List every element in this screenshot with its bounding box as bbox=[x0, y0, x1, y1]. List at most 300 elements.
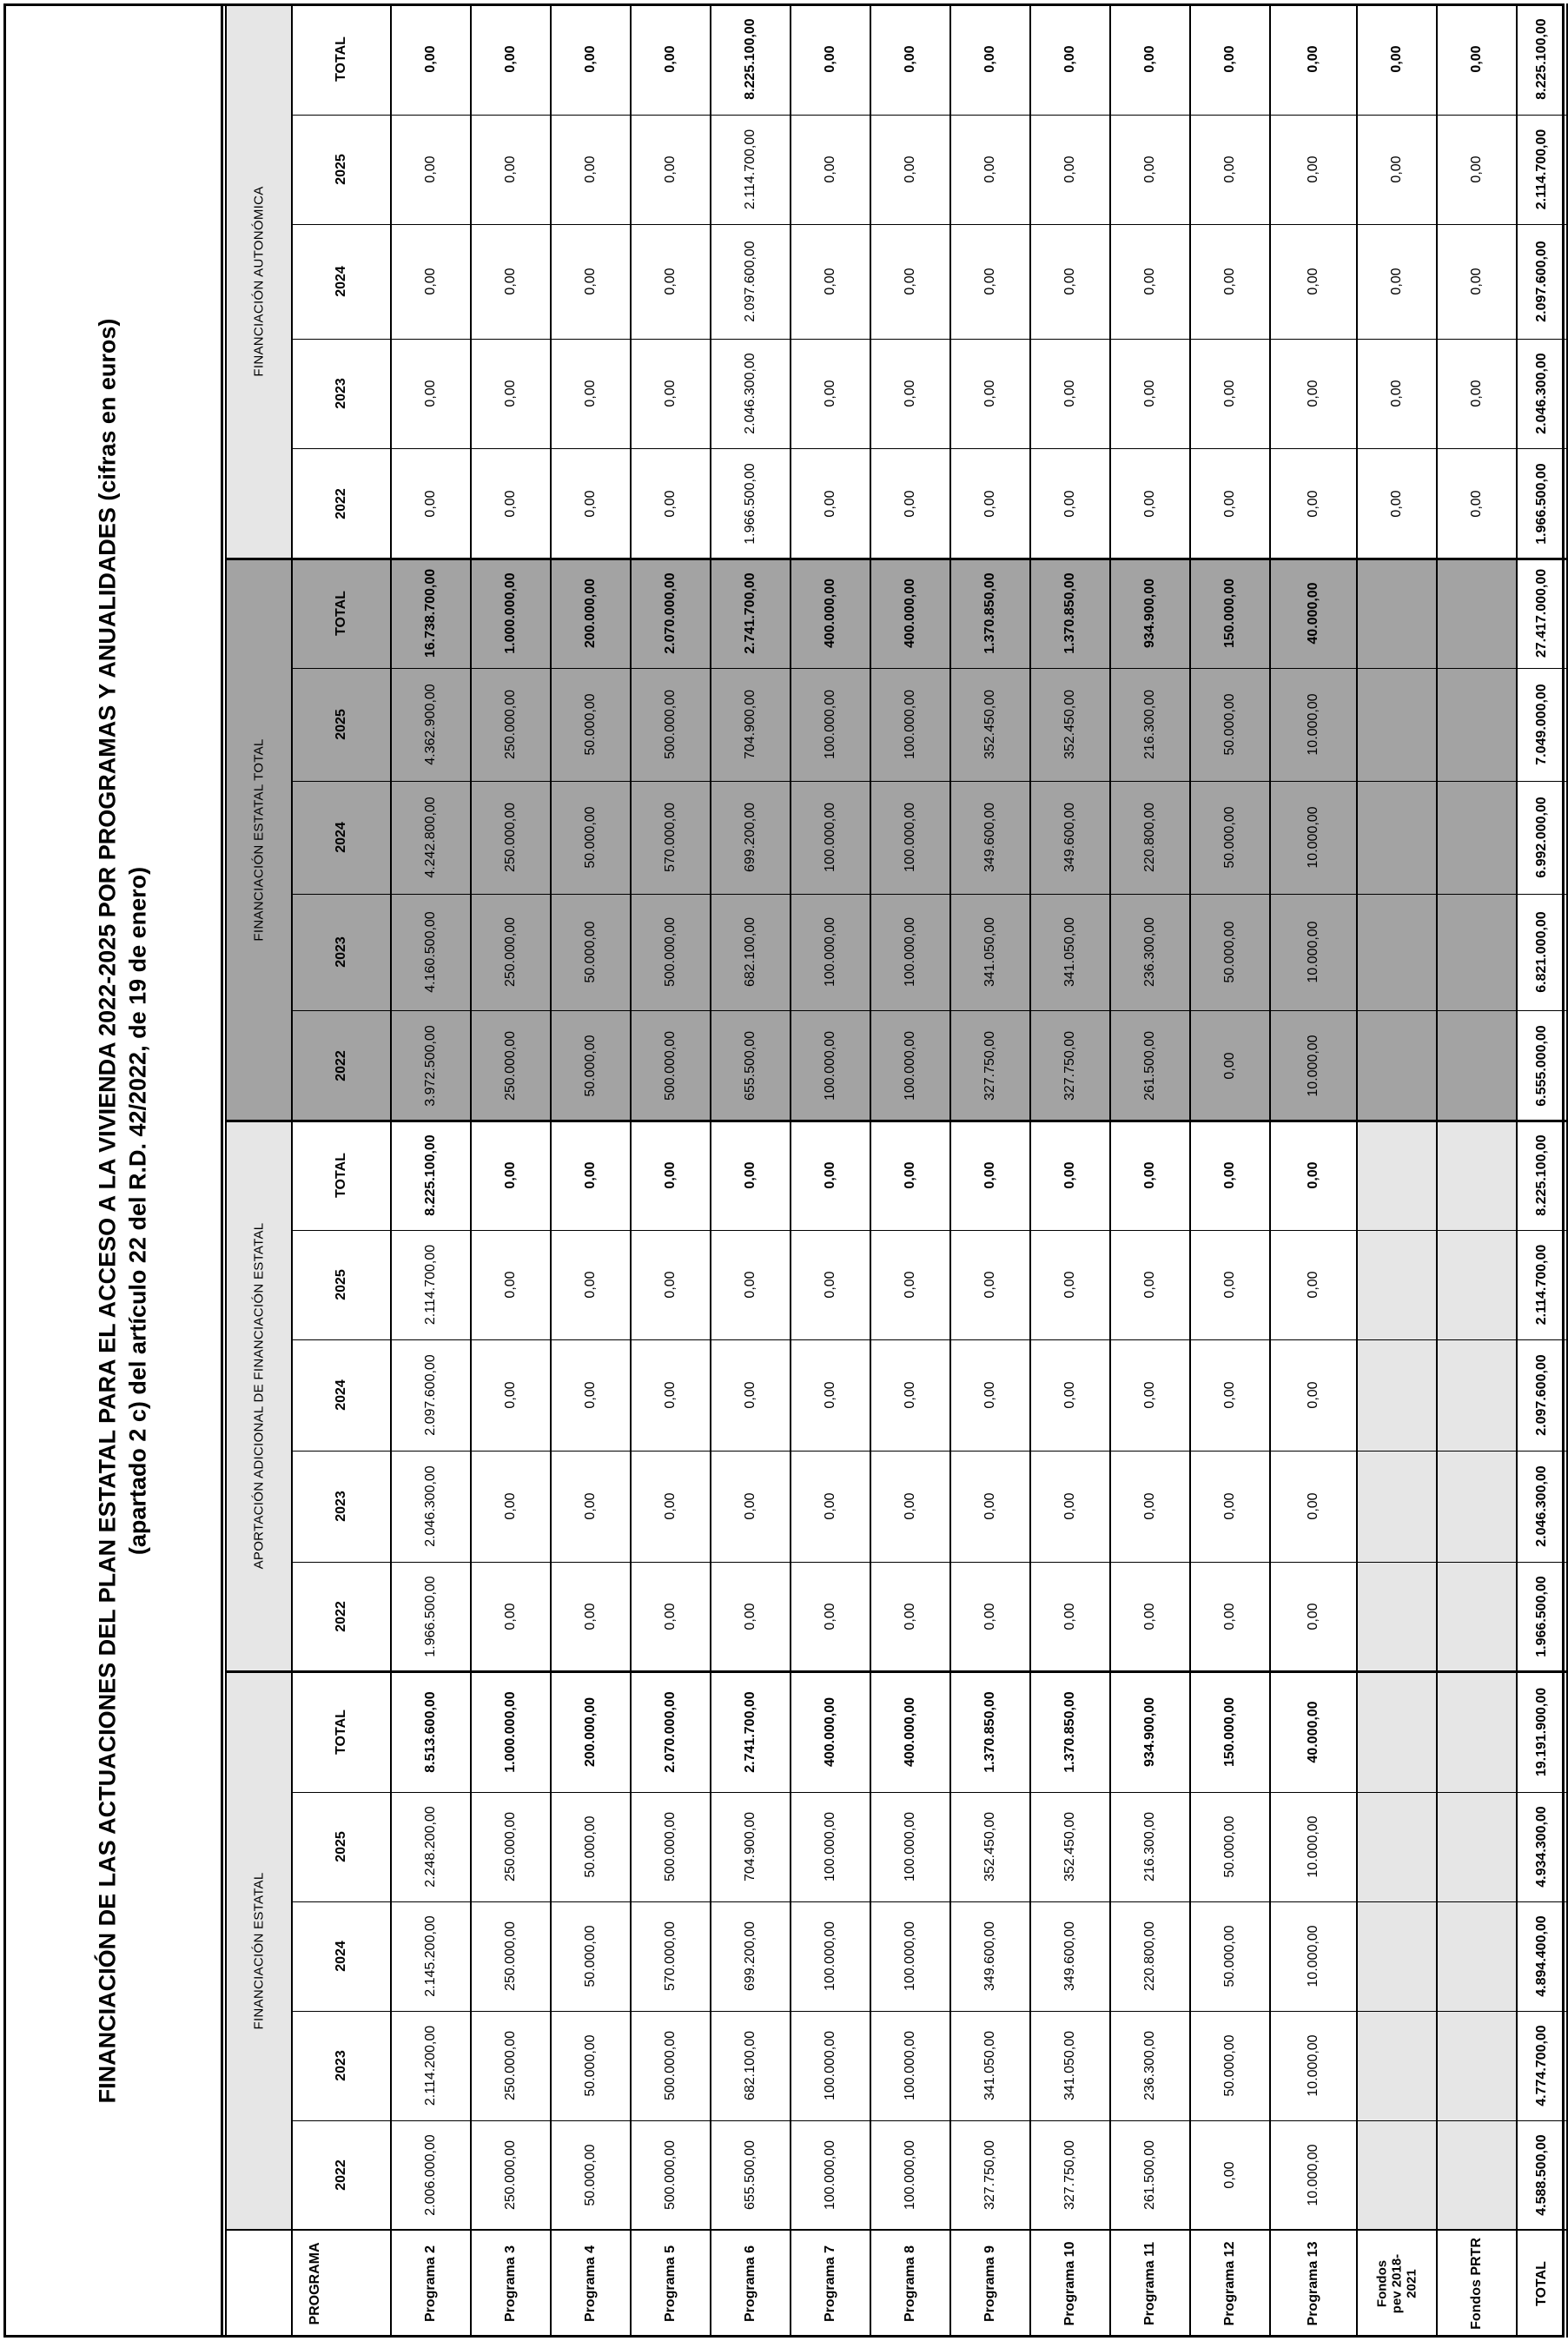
value-cell: 250.000,00 bbox=[503, 2139, 518, 2211]
value-cell: 16.738.700,00 bbox=[423, 568, 438, 658]
value-cell: 0,00 bbox=[1306, 1271, 1320, 1299]
value-cell: 0,00 bbox=[503, 1492, 518, 1520]
value-cell: 352.450,00 bbox=[1062, 689, 1077, 760]
total-value-cell: 2.097.600,00 bbox=[1534, 1354, 1549, 1436]
value-cell: 4.242.800,00 bbox=[423, 797, 438, 878]
total-value-cell: 27.417.000,00 bbox=[1534, 568, 1549, 658]
value-cell: 100.000,00 bbox=[903, 689, 917, 760]
value-cell: 10.000,00 bbox=[1306, 921, 1320, 983]
program-label: Programa 12 bbox=[1222, 2241, 1237, 2326]
value-cell: 0,00 bbox=[1222, 2161, 1237, 2189]
value-cell: 0,00 bbox=[1389, 380, 1404, 407]
value-cell: 0,00 bbox=[583, 1381, 598, 1409]
total-value-cell: 8.225.100,00 bbox=[1534, 1134, 1549, 1216]
value-cell: 327.750,00 bbox=[982, 1030, 997, 1101]
value-cell: 327.750,00 bbox=[1062, 1030, 1077, 1101]
value-cell: 0,00 bbox=[982, 1161, 997, 1189]
value-cell: 2.114.200,00 bbox=[423, 2025, 438, 2106]
value-cell: 0,00 bbox=[1142, 45, 1157, 73]
value-cell: 0,00 bbox=[823, 1381, 837, 1409]
value-cell: 100.000,00 bbox=[823, 802, 837, 873]
value-cell: 0,00 bbox=[1389, 268, 1404, 295]
total-value-cell: 7.049.000,00 bbox=[1534, 684, 1549, 765]
value-cell: 2.046.300,00 bbox=[423, 1465, 438, 1547]
value-cell: 327.750,00 bbox=[1062, 2139, 1077, 2211]
value-cell: 0,00 bbox=[903, 1603, 917, 1630]
value-cell: 352.450,00 bbox=[982, 1811, 997, 1882]
value-cell: 0,00 bbox=[663, 45, 678, 73]
value-cell: 0,00 bbox=[1142, 1381, 1157, 1409]
value-cell: 0,00 bbox=[982, 155, 997, 183]
value-cell: 50.000,00 bbox=[1222, 1925, 1237, 1987]
program-label: Programa 5 bbox=[663, 2245, 678, 2323]
value-cell: 0,00 bbox=[823, 1161, 837, 1189]
value-cell: 100.000,00 bbox=[903, 2139, 917, 2211]
value-cell: 341.050,00 bbox=[1062, 2030, 1077, 2101]
total-value-cell: 4.894.400,00 bbox=[1534, 1915, 1549, 1997]
value-cell: 100.000,00 bbox=[903, 802, 917, 873]
value-cell: 0,00 bbox=[903, 268, 917, 295]
value-cell: 100.000,00 bbox=[823, 689, 837, 760]
value-cell: 327.750,00 bbox=[982, 2139, 997, 2211]
value-cell: 1.370.850,00 bbox=[1062, 1690, 1077, 1773]
value-cell: 200.000,00 bbox=[583, 1696, 598, 1767]
value-cell: 400.000,00 bbox=[823, 1696, 837, 1767]
value-cell: 2.070.000,00 bbox=[663, 572, 678, 654]
value-cell: 2.248.200,00 bbox=[423, 1806, 438, 1888]
value-cell: 0,00 bbox=[903, 1161, 917, 1189]
value-cell: 0,00 bbox=[1222, 1051, 1237, 1080]
value-cell: 100.000,00 bbox=[823, 2030, 837, 2101]
value-cell: 0,00 bbox=[982, 45, 997, 73]
value-cell: 0,00 bbox=[982, 1271, 997, 1299]
value-cell: 500.000,00 bbox=[663, 1811, 678, 1882]
value-cell: 2.006.000,00 bbox=[423, 2134, 438, 2216]
value-cell: 0,00 bbox=[1142, 155, 1157, 183]
value-cell: 50.000,00 bbox=[583, 1925, 598, 1987]
value-cell: 0,00 bbox=[1062, 1381, 1077, 1409]
value-cell: 1.370.850,00 bbox=[982, 1690, 997, 1773]
value-cell: 0,00 bbox=[1222, 45, 1237, 73]
value-cell: 0,00 bbox=[903, 1381, 917, 1409]
program-label: Programa 4 bbox=[583, 2245, 598, 2323]
total-value-cell: 4.774.700,00 bbox=[1534, 2025, 1549, 2106]
value-cell: 2.046.300,00 bbox=[743, 353, 758, 434]
value-cell: 0,00 bbox=[1469, 45, 1484, 73]
value-cell: 0,00 bbox=[743, 1381, 758, 1409]
value-cell: 352.450,00 bbox=[1062, 1811, 1077, 1882]
value-cell: 0,00 bbox=[1469, 268, 1484, 295]
program-label: Programa 7 bbox=[823, 2245, 837, 2323]
value-cell: 349.600,00 bbox=[1062, 1921, 1077, 1992]
value-cell: 2.114.700,00 bbox=[423, 1244, 438, 1326]
value-cell: 0,00 bbox=[1142, 1271, 1157, 1299]
value-cell: 50.000,00 bbox=[1222, 2034, 1237, 2097]
column-header-2022: 2022 bbox=[334, 1049, 348, 1081]
column-header-total: TOTAL bbox=[334, 1709, 348, 1755]
value-cell: 200.000,00 bbox=[583, 578, 598, 649]
value-cell: 50.000,00 bbox=[583, 1815, 598, 1878]
value-cell: 0,00 bbox=[823, 45, 837, 73]
value-cell: 0,00 bbox=[1306, 45, 1320, 73]
value-cell: 100.000,00 bbox=[903, 1811, 917, 1882]
value-cell: 0,00 bbox=[1062, 45, 1077, 73]
value-cell: 2.741.700,00 bbox=[743, 572, 758, 654]
value-cell: 100.000,00 bbox=[903, 1921, 917, 1992]
value-cell: 349.600,00 bbox=[982, 1921, 997, 1992]
program-label: Fondos PRTR bbox=[1469, 2238, 1484, 2330]
value-cell: 250.000,00 bbox=[503, 1921, 518, 1992]
program-label: Programa 3 bbox=[503, 2245, 518, 2323]
value-cell: 0,00 bbox=[743, 1603, 758, 1630]
value-cell: 0,00 bbox=[1389, 45, 1404, 73]
value-cell: 1.966.500,00 bbox=[743, 462, 758, 545]
value-cell: 500.000,00 bbox=[663, 1030, 678, 1101]
total-value-cell: 1.966.500,00 bbox=[1534, 462, 1549, 545]
value-cell: 0,00 bbox=[1062, 155, 1077, 183]
program-label: Programa 9 bbox=[982, 2245, 997, 2323]
value-cell: 0,00 bbox=[1142, 268, 1157, 295]
value-cell: 2.741.700,00 bbox=[743, 1690, 758, 1773]
value-cell: 2.114.700,00 bbox=[743, 129, 758, 210]
total-value-cell: 4.588.500,00 bbox=[1534, 2134, 1549, 2216]
value-cell: 3.972.500,00 bbox=[423, 1024, 438, 1107]
column-header-2024: 2024 bbox=[334, 1379, 348, 1411]
group-header-0: FINANCIACIÓN ESTATAL bbox=[251, 1871, 267, 2030]
value-cell: 0,00 bbox=[903, 1492, 917, 1520]
value-cell: 0,00 bbox=[1062, 1603, 1077, 1630]
value-cell: 1.000.000,00 bbox=[503, 572, 518, 654]
value-cell: 0,00 bbox=[1222, 380, 1237, 407]
value-cell: 0,00 bbox=[1142, 1161, 1157, 1189]
value-cell: 0,00 bbox=[423, 45, 438, 73]
value-cell: 682.100,00 bbox=[743, 916, 758, 988]
value-cell: 8.225.100,00 bbox=[743, 18, 758, 100]
value-cell: 250.000,00 bbox=[503, 1811, 518, 1882]
value-cell: 10.000,00 bbox=[1306, 2144, 1320, 2206]
total-value-cell: 2.114.700,00 bbox=[1534, 129, 1549, 210]
value-cell: 699.200,00 bbox=[743, 802, 758, 873]
value-cell: 40.000,00 bbox=[1306, 1700, 1320, 1763]
value-cell: 220.800,00 bbox=[1142, 1921, 1157, 1992]
total-value-cell: 6.992.000,00 bbox=[1534, 797, 1549, 878]
value-cell: 0,00 bbox=[1306, 268, 1320, 295]
value-cell: 0,00 bbox=[583, 45, 598, 73]
value-cell: 0,00 bbox=[1306, 1603, 1320, 1630]
value-cell: 261.500,00 bbox=[1142, 1030, 1157, 1101]
value-cell: 0,00 bbox=[423, 489, 438, 518]
value-cell: 100.000,00 bbox=[823, 1030, 837, 1101]
program-label: Programa 13 bbox=[1306, 2241, 1320, 2326]
value-cell: 0,00 bbox=[1306, 489, 1320, 518]
program-label: Programa 8 bbox=[903, 2245, 917, 2323]
value-cell: 0,00 bbox=[903, 380, 917, 407]
value-cell: 0,00 bbox=[583, 1161, 598, 1189]
value-cell: 341.050,00 bbox=[982, 2030, 997, 2101]
value-cell: 0,00 bbox=[1222, 1271, 1237, 1299]
value-cell: 0,00 bbox=[823, 1271, 837, 1299]
value-cell: 50.000,00 bbox=[583, 693, 598, 756]
value-cell: 0,00 bbox=[583, 1492, 598, 1520]
value-cell: 50.000,00 bbox=[583, 921, 598, 983]
value-cell: 150.000,00 bbox=[1222, 1696, 1237, 1767]
value-cell: 0,00 bbox=[743, 1161, 758, 1189]
total-value-cell: 8.225.100,00 bbox=[1534, 18, 1549, 100]
value-cell: 934.900,00 bbox=[1142, 1696, 1157, 1767]
value-cell: 0,00 bbox=[663, 1381, 678, 1409]
program-label: Programa 6 bbox=[743, 2245, 758, 2323]
total-value-cell: 2.046.300,00 bbox=[1534, 1465, 1549, 1547]
value-cell: 0,00 bbox=[503, 489, 518, 518]
value-cell: 0,00 bbox=[583, 268, 598, 295]
value-cell: 0,00 bbox=[663, 1161, 678, 1189]
total-value-cell: 1.966.500,00 bbox=[1534, 1576, 1549, 1657]
value-cell: 0,00 bbox=[982, 489, 997, 518]
value-cell: 0,00 bbox=[743, 1492, 758, 1520]
column-header-2023: 2023 bbox=[334, 378, 348, 409]
value-cell: 0,00 bbox=[823, 380, 837, 407]
program-label: Programa 2 bbox=[423, 2245, 438, 2323]
value-cell: 0,00 bbox=[823, 155, 837, 183]
value-cell: 0,00 bbox=[1222, 1603, 1237, 1630]
value-cell: 0,00 bbox=[583, 1603, 598, 1630]
value-cell: 0,00 bbox=[823, 1492, 837, 1520]
value-cell: 0,00 bbox=[1469, 380, 1484, 407]
value-cell: 0,00 bbox=[1062, 1271, 1077, 1299]
column-header-2022: 2022 bbox=[334, 2159, 348, 2191]
value-cell: 100.000,00 bbox=[823, 2139, 837, 2211]
column-header-2025: 2025 bbox=[334, 1269, 348, 1300]
value-cell: 704.900,00 bbox=[743, 689, 758, 760]
value-cell: 216.300,00 bbox=[1142, 1811, 1157, 1882]
value-cell: 0,00 bbox=[903, 489, 917, 518]
value-cell: 0,00 bbox=[1142, 380, 1157, 407]
value-cell: 0,00 bbox=[1062, 268, 1077, 295]
value-cell: 0,00 bbox=[743, 1271, 758, 1299]
value-cell: 2.097.600,00 bbox=[423, 1354, 438, 1436]
value-cell: 0,00 bbox=[423, 380, 438, 407]
value-cell: 4.362.900,00 bbox=[423, 684, 438, 765]
total-value-cell: 6.555.000,00 bbox=[1534, 1024, 1549, 1107]
group-header-3: FINANCIACIÓN AUTONÓMICA bbox=[251, 185, 267, 377]
value-cell: 0,00 bbox=[503, 45, 518, 73]
value-cell: 1.000.000,00 bbox=[503, 1690, 518, 1773]
total-value-cell: 2.097.600,00 bbox=[1534, 241, 1549, 322]
value-cell: 100.000,00 bbox=[823, 1811, 837, 1882]
column-header-2022: 2022 bbox=[334, 487, 348, 519]
value-cell: 0,00 bbox=[1222, 1381, 1237, 1409]
column-header-total: TOTAL bbox=[334, 36, 348, 82]
value-cell: 100.000,00 bbox=[903, 916, 917, 988]
total-value-cell: 6.821.000,00 bbox=[1534, 911, 1549, 993]
value-cell: 0,00 bbox=[982, 1381, 997, 1409]
value-cell: 500.000,00 bbox=[663, 2030, 678, 2101]
value-cell: 0,00 bbox=[663, 489, 678, 518]
value-cell: 704.900,00 bbox=[743, 1811, 758, 1882]
value-cell: 0,00 bbox=[1062, 1492, 1077, 1520]
value-cell: 1.966.500,00 bbox=[423, 1576, 438, 1657]
value-cell: 349.600,00 bbox=[1062, 802, 1077, 873]
value-cell: 2.145.200,00 bbox=[423, 1915, 438, 1997]
value-cell: 50.000,00 bbox=[1222, 921, 1237, 983]
value-cell: 0,00 bbox=[823, 1603, 837, 1630]
value-cell: 0,00 bbox=[503, 1271, 518, 1299]
column-header-2024: 2024 bbox=[334, 822, 348, 853]
value-cell: 655.500,00 bbox=[743, 1030, 758, 1101]
group-header-2: FINANCIACIÓN ESTATAL TOTAL bbox=[251, 737, 267, 942]
value-cell: 10.000,00 bbox=[1306, 1034, 1320, 1097]
value-cell: 40.000,00 bbox=[1306, 582, 1320, 645]
value-cell: 250.000,00 bbox=[503, 2030, 518, 2101]
value-cell: 250.000,00 bbox=[503, 689, 518, 760]
column-header-2025: 2025 bbox=[334, 1831, 348, 1862]
value-cell: 0,00 bbox=[1469, 489, 1484, 518]
value-cell: 236.300,00 bbox=[1142, 2030, 1157, 2101]
value-cell: 216.300,00 bbox=[1142, 689, 1157, 760]
value-cell: 0,00 bbox=[663, 1492, 678, 1520]
value-cell: 655.500,00 bbox=[743, 2139, 758, 2211]
value-cell: 0,00 bbox=[1142, 1492, 1157, 1520]
value-cell: 1.370.850,00 bbox=[982, 572, 997, 654]
value-cell: 1.370.850,00 bbox=[1062, 572, 1077, 654]
value-cell: 0,00 bbox=[1306, 1381, 1320, 1409]
value-cell: 0,00 bbox=[423, 155, 438, 183]
value-cell: 570.000,00 bbox=[663, 1921, 678, 1992]
value-cell: 250.000,00 bbox=[503, 916, 518, 988]
value-cell: 4.160.500,00 bbox=[423, 911, 438, 993]
value-cell: 0,00 bbox=[1469, 155, 1484, 183]
value-cell: 10.000,00 bbox=[1306, 693, 1320, 756]
value-cell: 341.050,00 bbox=[982, 916, 997, 988]
total-value-cell: 19.191.900,00 bbox=[1534, 1687, 1549, 1776]
value-cell: 0,00 bbox=[982, 380, 997, 407]
value-cell: 0,00 bbox=[503, 380, 518, 407]
column-header-2022: 2022 bbox=[334, 1601, 348, 1632]
value-cell: 220.800,00 bbox=[1142, 802, 1157, 873]
value-cell: 0,00 bbox=[982, 268, 997, 295]
value-cell: 682.100,00 bbox=[743, 2030, 758, 2101]
value-cell: 50.000,00 bbox=[583, 1034, 598, 1097]
programa-header: PROGRAMA bbox=[308, 2242, 322, 2325]
value-cell: 0,00 bbox=[903, 1271, 917, 1299]
value-cell: 0,00 bbox=[1222, 268, 1237, 295]
value-cell: 0,00 bbox=[663, 380, 678, 407]
total-value-cell: 4.934.300,00 bbox=[1534, 1806, 1549, 1888]
value-cell: 50.000,00 bbox=[1222, 1815, 1237, 1878]
value-cell: 0,00 bbox=[1306, 1492, 1320, 1520]
value-cell: 10.000,00 bbox=[1306, 1815, 1320, 1878]
value-cell: 50.000,00 bbox=[583, 2144, 598, 2206]
value-cell: 250.000,00 bbox=[503, 1030, 518, 1101]
value-cell: 0,00 bbox=[663, 1603, 678, 1630]
value-cell: 0,00 bbox=[423, 268, 438, 295]
value-cell: 0,00 bbox=[903, 155, 917, 183]
value-cell: 50.000,00 bbox=[1222, 693, 1237, 756]
value-cell: 0,00 bbox=[1222, 155, 1237, 183]
value-cell: 0,00 bbox=[1062, 380, 1077, 407]
value-cell: 934.900,00 bbox=[1142, 578, 1157, 649]
column-header-total: TOTAL bbox=[334, 591, 348, 636]
value-cell: 0,00 bbox=[503, 1161, 518, 1189]
value-cell: 100.000,00 bbox=[903, 1030, 917, 1101]
group-header-1: APORTACIÓN ADICIONAL DE FINANCIACIÓN ESTATAL bbox=[251, 1222, 267, 1570]
value-cell: 50.000,00 bbox=[1222, 806, 1237, 869]
total-value-cell: 2.046.300,00 bbox=[1534, 353, 1549, 434]
value-cell: 0,00 bbox=[583, 489, 598, 518]
value-cell: 0,00 bbox=[583, 380, 598, 407]
total-row-label: TOTAL bbox=[1534, 2261, 1549, 2306]
value-cell: 349.600,00 bbox=[982, 802, 997, 873]
value-cell: 100.000,00 bbox=[823, 1921, 837, 1992]
document-subtitle: (apartado 2 c) del artículo 22 del R.D. 42/2022, de 19 de enero) bbox=[124, 866, 151, 1556]
column-header-2024: 2024 bbox=[334, 1941, 348, 1972]
value-cell: 0,00 bbox=[583, 1271, 598, 1299]
value-cell: 400.000,00 bbox=[823, 578, 837, 649]
value-cell: 261.500,00 bbox=[1142, 2139, 1157, 2211]
value-cell: 0,00 bbox=[663, 155, 678, 183]
value-cell: 10.000,00 bbox=[1306, 1925, 1320, 1987]
value-cell: 0,00 bbox=[1142, 489, 1157, 518]
document-title: FINANCIACIÓN DE LAS ACTUACIONES DEL PLAN ESTATAL PARA EL ACCESO A LA VIVIENDA 2022-2025 POR PROGRAMAS Y ANUALIDADES (cifras en euros) bbox=[94, 318, 121, 2104]
value-cell: 699.200,00 bbox=[743, 1921, 758, 1992]
value-cell: 0,00 bbox=[823, 489, 837, 518]
page-frame bbox=[3, 3, 1565, 2338]
value-cell: 10.000,00 bbox=[1306, 806, 1320, 869]
column-header-2023: 2023 bbox=[334, 2050, 348, 2081]
value-cell: 0,00 bbox=[663, 268, 678, 295]
value-cell: 500.000,00 bbox=[663, 916, 678, 988]
column-header-2024: 2024 bbox=[334, 266, 348, 297]
value-cell: 400.000,00 bbox=[903, 578, 917, 649]
value-cell: 0,00 bbox=[982, 1603, 997, 1630]
value-cell: 0,00 bbox=[1306, 1161, 1320, 1189]
value-cell: 500.000,00 bbox=[663, 689, 678, 760]
value-cell: 352.450,00 bbox=[982, 689, 997, 760]
value-cell: 0,00 bbox=[1222, 1492, 1237, 1520]
value-cell: 341.050,00 bbox=[1062, 916, 1077, 988]
column-header-total: TOTAL bbox=[334, 1153, 348, 1198]
column-header-2025: 2025 bbox=[334, 154, 348, 185]
value-cell: 0,00 bbox=[503, 155, 518, 183]
value-cell: 50.000,00 bbox=[583, 2034, 598, 2097]
value-cell: 0,00 bbox=[583, 155, 598, 183]
value-cell: 570.000,00 bbox=[663, 802, 678, 873]
column-header-2023: 2023 bbox=[334, 1491, 348, 1522]
value-cell: 100.000,00 bbox=[823, 916, 837, 988]
value-cell: 10.000,00 bbox=[1306, 2034, 1320, 2097]
value-cell: 0,00 bbox=[503, 1381, 518, 1409]
value-cell: 500.000,00 bbox=[663, 2139, 678, 2211]
value-cell: 0,00 bbox=[1222, 489, 1237, 518]
value-cell: 150.000,00 bbox=[1222, 578, 1237, 649]
value-cell: 2.097.600,00 bbox=[743, 241, 758, 322]
program-label: Programa 11 bbox=[1142, 2241, 1157, 2326]
value-cell: 8.513.600,00 bbox=[423, 1690, 438, 1773]
value-cell: 0,00 bbox=[982, 1492, 997, 1520]
column-header-2023: 2023 bbox=[334, 936, 348, 968]
value-cell: 0,00 bbox=[503, 268, 518, 295]
program-label: Programa 10 bbox=[1062, 2241, 1077, 2326]
value-cell: 0,00 bbox=[1306, 380, 1320, 407]
value-cell: 236.300,00 bbox=[1142, 916, 1157, 988]
value-cell: 0,00 bbox=[1062, 1161, 1077, 1189]
value-cell: 400.000,00 bbox=[903, 1696, 917, 1767]
column-header-2025: 2025 bbox=[334, 709, 348, 740]
value-cell: 100.000,00 bbox=[903, 2030, 917, 2101]
value-cell: 0,00 bbox=[503, 1603, 518, 1630]
value-cell: 0,00 bbox=[1389, 155, 1404, 183]
program-label: Fondos pev 2018-2021 bbox=[1374, 2253, 1419, 2314]
